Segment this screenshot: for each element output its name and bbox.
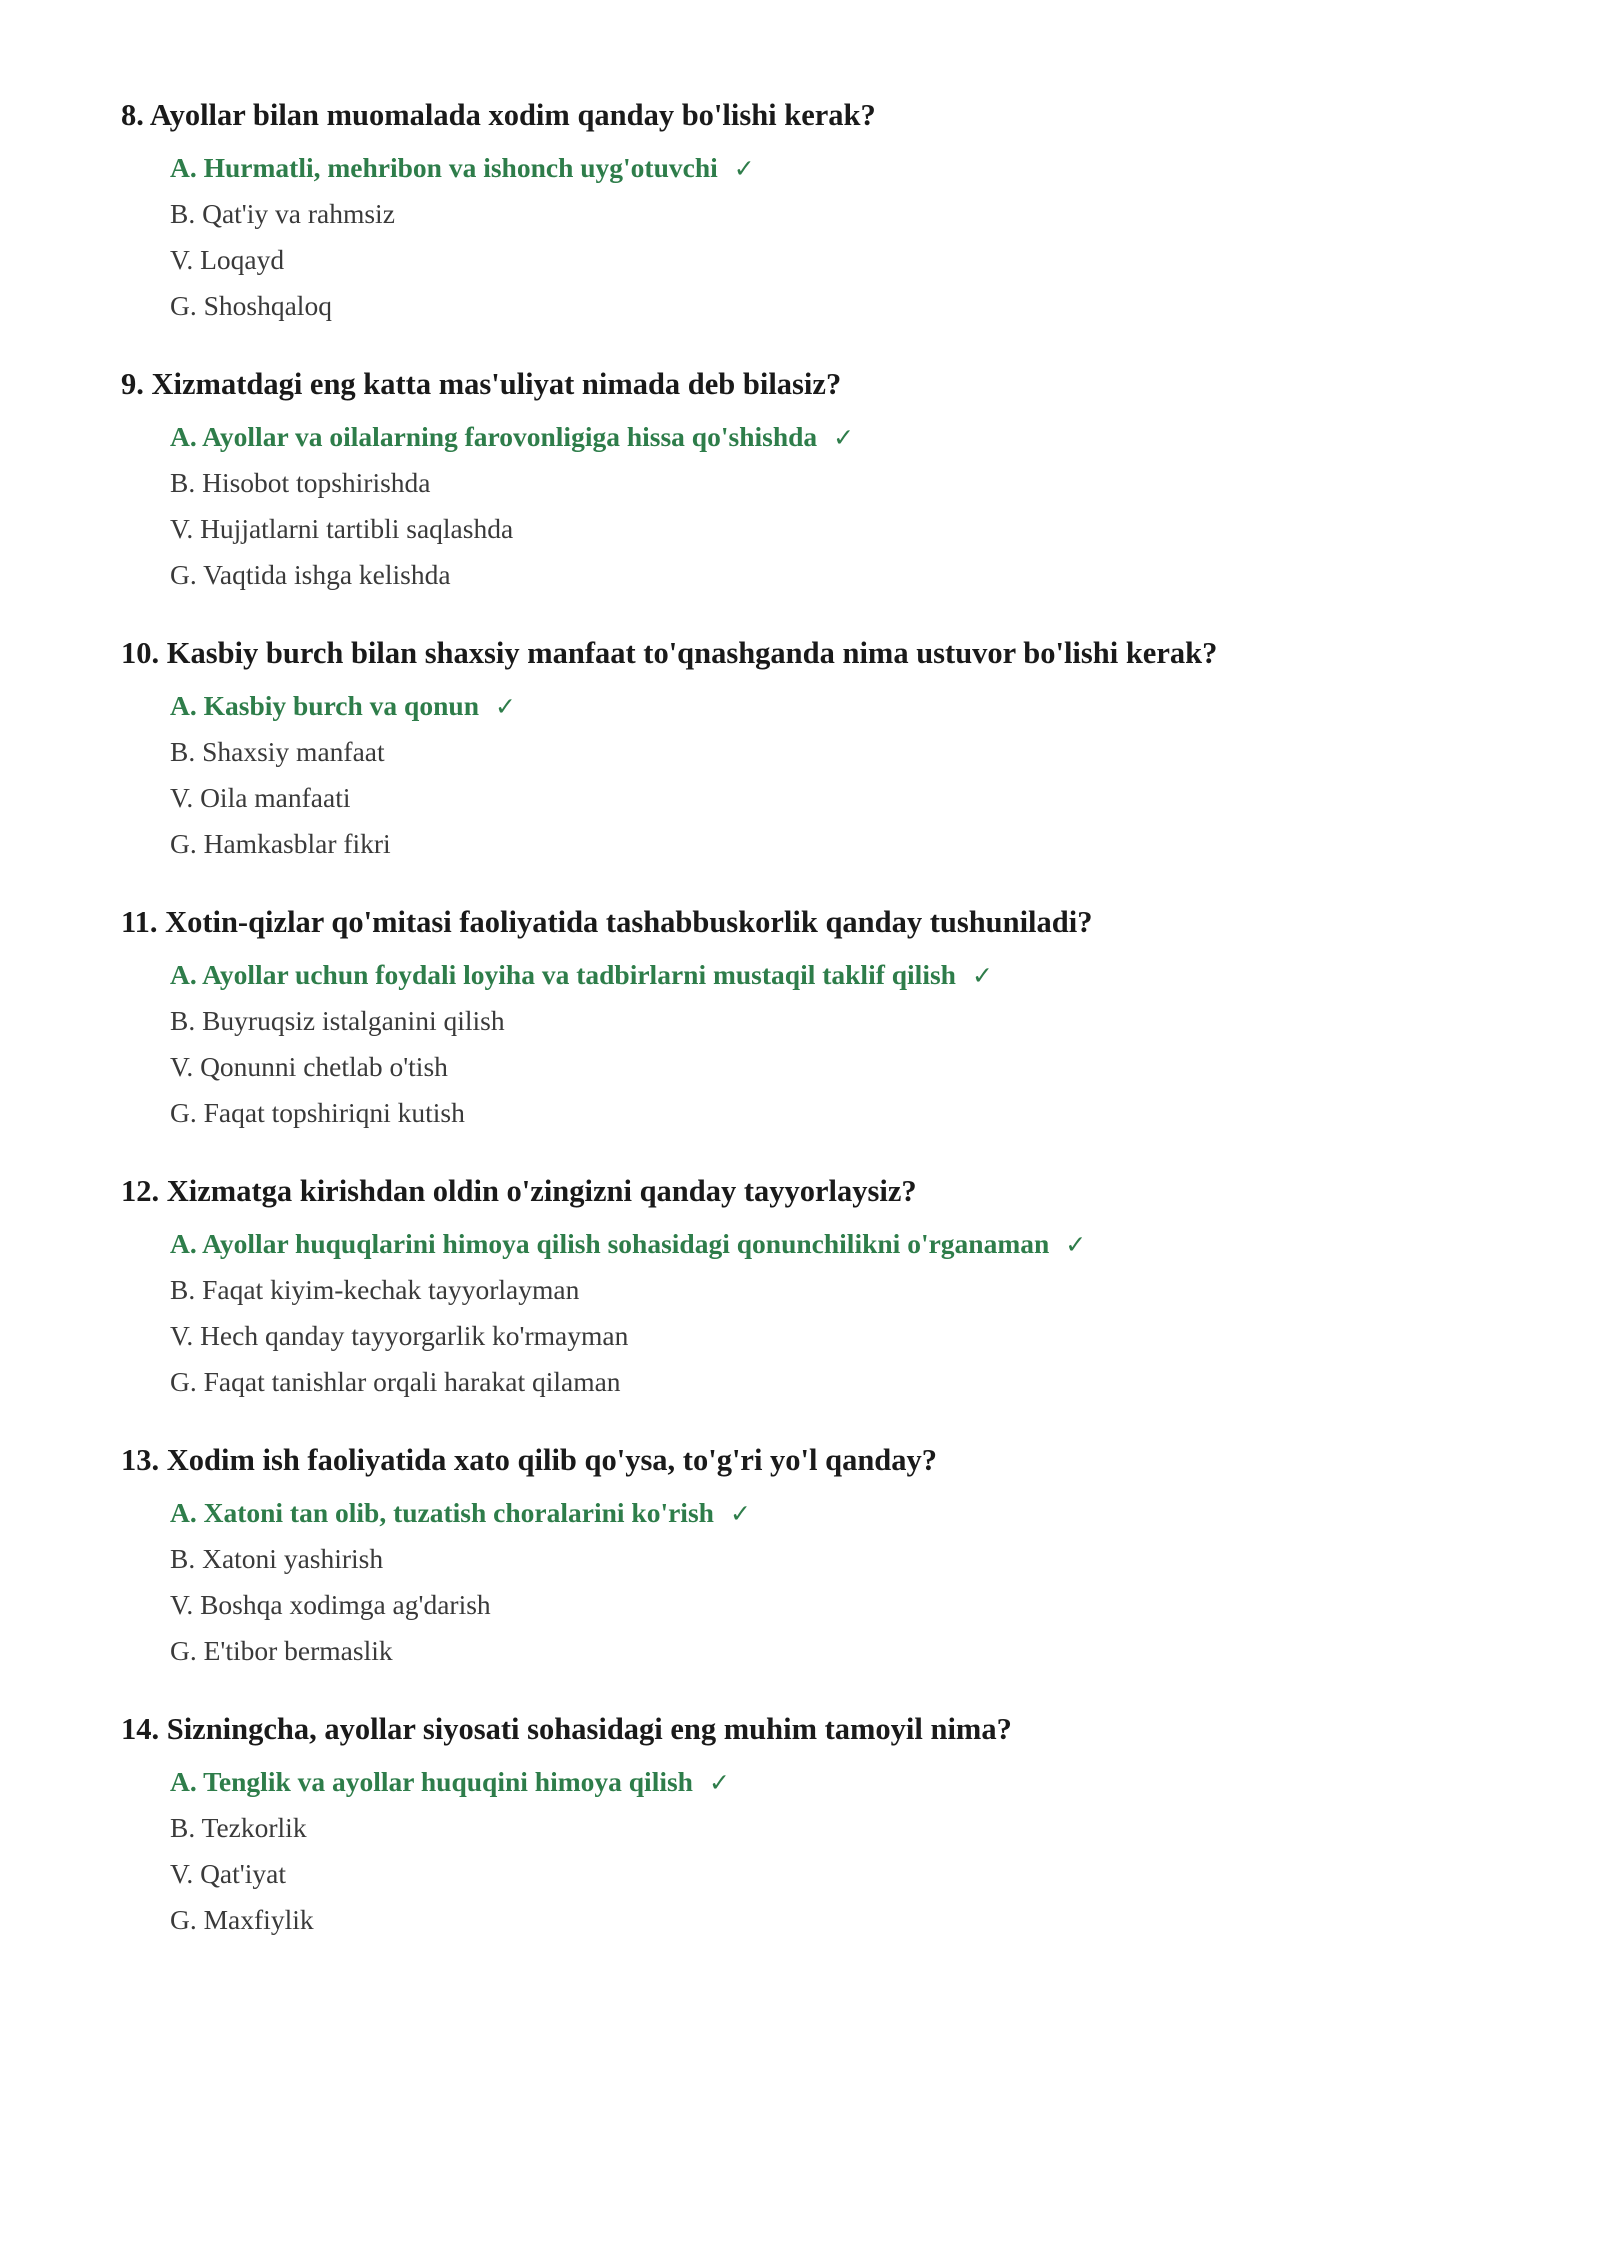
option-text: A. Ayollar va oilalarning farovonligiga hissa qo'shishda	[170, 421, 818, 452]
question-title: 9. Xizmatdagi eng katta mas'uliyat nimada deb bilasiz?	[121, 367, 842, 401]
question-13	[121, 1440, 1501, 1674]
answer-option: G. Vaqtida ishga kelishda	[170, 559, 451, 590]
question-14	[121, 1709, 1501, 1943]
answer-option: V. Hujjatlarni tartibli saqlashda	[170, 513, 514, 544]
answer-options	[121, 952, 1501, 1136]
check-icon: ✓	[729, 1499, 751, 1528]
answer-options	[121, 683, 1501, 867]
option-text: A. Hurmatli, mehribon va ishonch uyg'otuvchi	[170, 152, 718, 183]
check-icon: ✓	[971, 961, 993, 990]
answer-option: V. Qonunni chetlab o'tish	[170, 1051, 448, 1082]
answer-option: V. Boshqa xodimga ag'darish	[170, 1589, 491, 1620]
check-icon: ✓	[1065, 1230, 1087, 1259]
question-title: 11. Xotin-qizlar qo'mitasi faoliyatida tashabbuskorlik qanday tushuniladi?	[121, 905, 1093, 939]
question-title: 12. Xizmatga kirishdan oldin o'zingizni qanday tayyorlaysiz?	[121, 1174, 917, 1208]
answer-option: G. Hamkasblar fikri	[170, 828, 391, 859]
answer-option: B. Shaxsiy manfaat	[170, 736, 385, 767]
answer-option: B. Hisobot topshirishda	[170, 467, 431, 498]
question-12	[121, 1171, 1501, 1405]
answer-options	[121, 414, 1501, 598]
answer-option: B. Faqat kiyim-kechak tayyorlayman	[170, 1274, 580, 1305]
answer-option: V. Loqayd	[170, 244, 285, 275]
option-text: A. Ayollar uchun foydali loyiha va tadbirlarni mustaqil taklif qilish	[170, 959, 956, 990]
answer-option: G. Faqat topshiriqni kutish	[170, 1097, 465, 1128]
answer-option: G. Shoshqaloq	[170, 290, 332, 321]
answer-option: B. Qat'iy va rahmsiz	[170, 198, 395, 229]
correct-answer-option	[170, 952, 1501, 998]
answer-option: B. Tezkorlik	[170, 1812, 307, 1843]
answer-option: B. Xatoni yashirish	[170, 1543, 384, 1574]
correct-answer-option	[170, 1221, 1501, 1267]
answer-option: V. Qat'iyat	[170, 1858, 286, 1889]
option-text: A. Tenglik va ayollar huquqini himoya qilish	[170, 1766, 693, 1797]
answer-option: B. Buyruqsiz istalganini qilish	[170, 1005, 505, 1036]
option-text: A. Ayollar huquqlarini himoya qilish sohasidagi qonunchilikni o'rganaman	[170, 1228, 1050, 1259]
correct-answer-option	[170, 145, 1501, 191]
correct-answer-option	[170, 414, 1501, 460]
question-title: 13. Xodim ish faoliyatida xato qilib qo'ysa, to'g'ri yo'l qanday?	[121, 1443, 938, 1477]
answer-options	[121, 1759, 1501, 1943]
correct-answer-option	[170, 1759, 1501, 1805]
option-text: A. Kasbiy burch va qonun	[170, 690, 479, 721]
option-text: A. Xatoni tan olib, tuzatish choralarini ko'rish	[170, 1497, 714, 1528]
answer-options	[121, 1221, 1501, 1405]
answer-option: G. Maxfiylik	[170, 1904, 314, 1935]
check-icon: ✓	[495, 692, 516, 721]
answer-option: G. E'tibor bermaslik	[170, 1635, 393, 1666]
question-8	[121, 95, 1501, 329]
check-icon: ✓	[733, 154, 755, 183]
question-title: 10. Kasbiy burch bilan shaxsiy manfaat to'qnashganda nima ustuvor bo'lishi kerak?	[121, 636, 1218, 670]
answer-options	[121, 1490, 1501, 1674]
answer-option: G. Faqat tanishlar orqali harakat qilaman	[170, 1366, 621, 1397]
question-10	[121, 633, 1501, 867]
answer-option: V. Hech qanday tayyorgarlik ko'rmayman	[170, 1320, 629, 1351]
answer-option: V. Oila manfaati	[170, 782, 351, 813]
question-title: 14. Sizningcha, ayollar siyosati sohasidagi eng muhim tamoyil nima?	[121, 1712, 1012, 1746]
check-icon: ✓	[708, 1768, 730, 1797]
question-title: 8. Ayollar bilan muomalada xodim qanday bo'lishi kerak?	[121, 98, 876, 132]
correct-answer-option	[170, 1490, 1501, 1536]
correct-answer-option	[170, 683, 1501, 729]
check-icon: ✓	[833, 423, 855, 452]
question-9	[121, 364, 1501, 598]
answer-options	[121, 145, 1501, 329]
question-11	[121, 902, 1501, 1136]
